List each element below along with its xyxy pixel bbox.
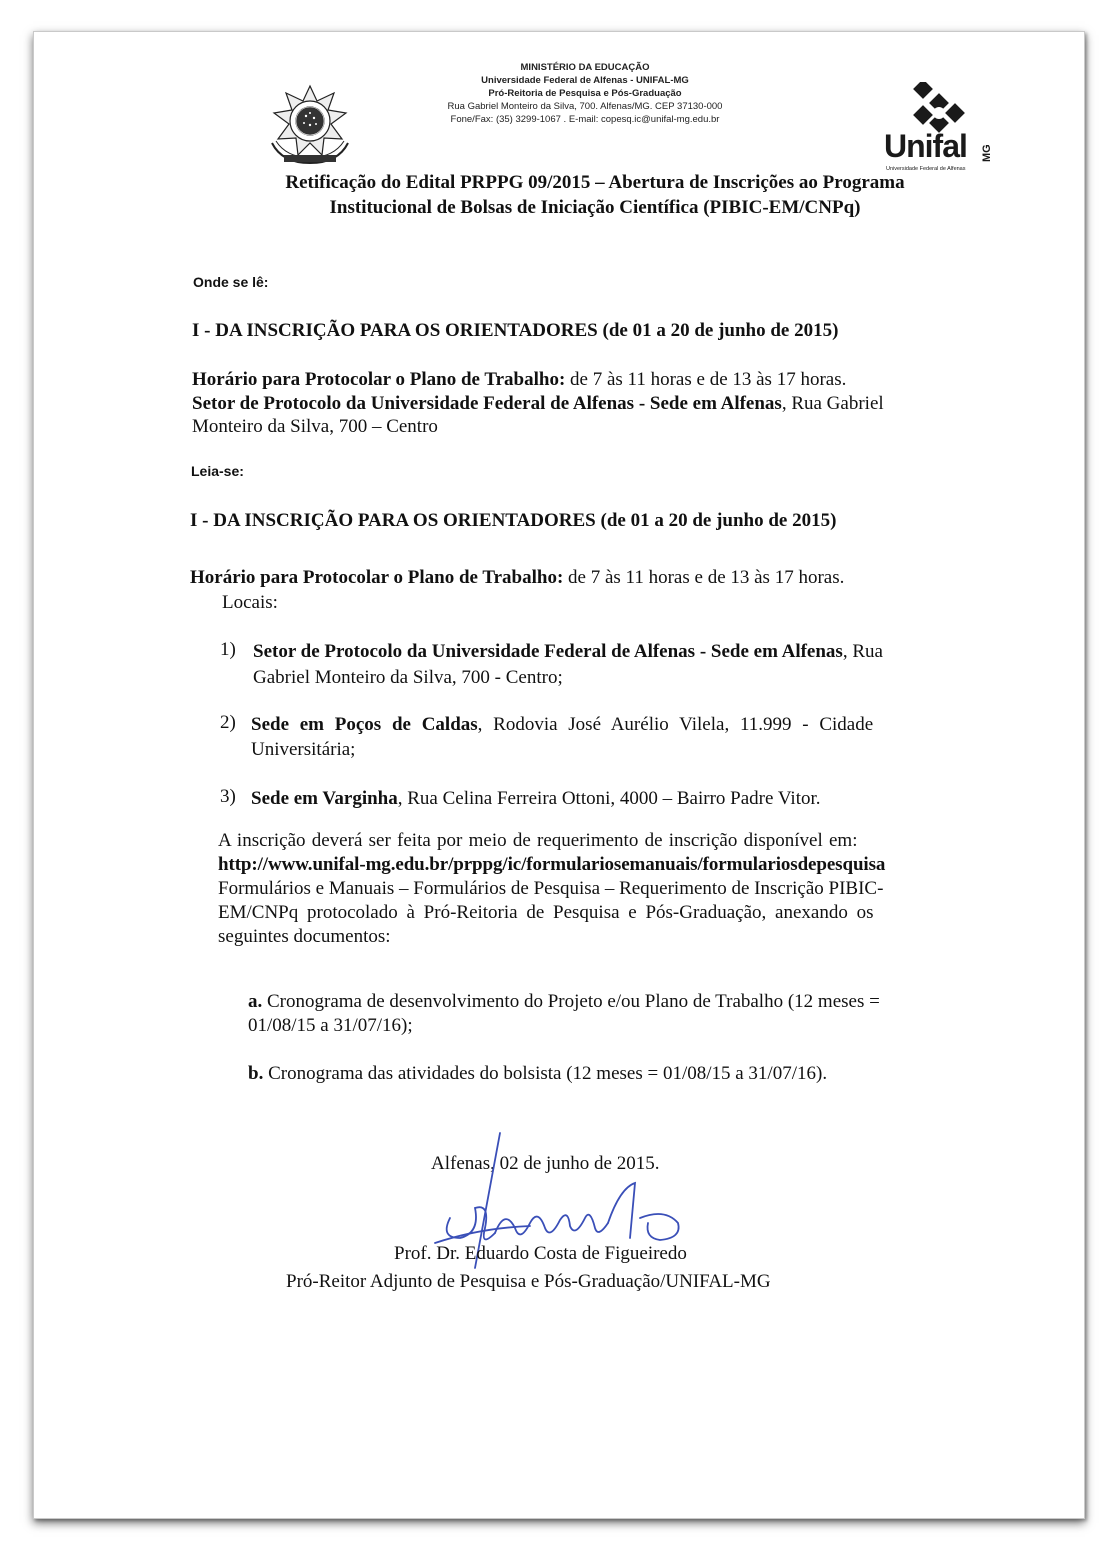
inscricao-url[interactable]: http://www.unifal-mg.edu.br/prppg/ic/formulariosemanuais/formulariosdepesquisa <box>218 854 886 875</box>
hours-text: de 7 às 11 horas e de 13 às 17 horas. <box>563 567 845 588</box>
place-date: Alfenas, 02 de junho de 2015. <box>431 1153 660 1174</box>
onde-se-le-heading: I - DA INSCRIÇÃO PARA OS ORIENTADORES (de 01 a 20 de junho de 2015) <box>192 320 839 341</box>
onde-se-le-hours <box>192 368 846 392</box>
location-item <box>253 640 993 664</box>
location-number: 1) <box>220 639 236 660</box>
location-item <box>251 713 991 737</box>
address: Rua Gabriel Monteiro da Silva, 700. Alfenas/MG. CEP 37130-000 <box>447 101 723 112</box>
document-text: Cronograma de desenvolvimento do Projeto e/ou Plano de Trabalho (12 meses = <box>262 991 880 1012</box>
location-name: Sede em Varginha <box>251 788 398 809</box>
dean-office-name: Pró-Reitoria de Pesquisa e Pós-Graduação <box>488 88 682 99</box>
signer-role: Pró-Reitor Adjunto de Pesquisa e Pós-Graduação/UNIFAL-MG <box>286 1271 771 1292</box>
inscricao-line-4: EM/CNPq protocolado à Pró-Reitoria de Pesquisa e Pós-Graduação, anexando os <box>218 902 874 923</box>
document-text: Cronograma das atividades do bolsista (12 meses = 01/08/15 a 31/07/16). <box>263 1063 828 1084</box>
title-line-1: Retificação do Edital PRPPG 09/2015 – Abertura de Inscrições ao Programa <box>285 172 905 193</box>
location-item <box>251 787 821 811</box>
location-address-line-2: Gabriel Monteiro da Silva, 700 - Centro; <box>253 667 563 688</box>
inscricao-line-1: A inscrição deverá ser feita por meio de requerimento de inscrição disponível em: <box>218 830 858 851</box>
location-address: , Rodovia José Aurélio Vilela, 11.999 - Cidade <box>477 714 874 735</box>
locais-label: Locais: <box>222 592 278 613</box>
logo-subtitle: Universidade Federal de Alfenas <box>886 166 966 172</box>
document-text-line-2: 01/08/15 a 31/07/16); <box>248 1015 413 1036</box>
document-page <box>33 31 1085 1519</box>
setor-text: , Rua Gabriel <box>781 393 884 414</box>
location-name: Sede em Poços de Caldas <box>251 714 478 735</box>
title-line-2: Institucional de Bolsas de Iniciação Científica (PIBIC-EM/CNPq) <box>329 197 861 218</box>
setor-label: Setor de Protocolo da Universidade Federal de Alfenas - Sede em Alfenas <box>192 393 782 414</box>
location-number: 3) <box>220 786 236 807</box>
location-name: Setor de Protocolo da Universidade Federal de Alfenas - Sede em Alfenas <box>253 641 843 662</box>
contact: Fone/Fax: (35) 3299-1067 . E-mail: copesq.ic@unifal-mg.edu.br <box>450 114 720 125</box>
document-letter: b. <box>248 1063 264 1084</box>
document-item <box>248 1062 827 1086</box>
inscricao-line-3: Formulários e Manuais – Formulários de Pesquisa – Requerimento de Inscrição PIBIC- <box>218 878 884 899</box>
leia-se-heading: I - DA INSCRIÇÃO PARA OS ORIENTADORES (de 01 a 20 de junho de 2015) <box>190 510 837 531</box>
setor-text-line-2: Monteiro da Silva, 700 – Centro <box>192 416 438 437</box>
location-address-line-2: Universitária; <box>251 739 356 760</box>
hours-label: Horário para Protocolar o Plano de Trabalho: <box>192 369 566 390</box>
brazil-coat-of-arms-icon <box>262 83 358 171</box>
inscricao-line-5: seguintes documentos: <box>218 926 391 947</box>
document-letter: a. <box>248 991 263 1012</box>
location-number: 2) <box>220 712 236 733</box>
leia-se-label: Leia-se: <box>191 463 244 479</box>
location-address: , Rua Celina Ferreira Ottoni, 4000 – Bairro Padre Vitor. <box>397 788 821 809</box>
onde-se-le-label: Onde se lê: <box>193 274 269 290</box>
location-address: , Rua <box>842 641 883 662</box>
unifal-logo <box>880 82 1000 174</box>
onde-se-le-setor <box>192 392 994 416</box>
logo-suffix: MG <box>981 144 993 162</box>
hours-text: de 7 às 11 horas e de 13 às 17 horas. <box>565 369 847 390</box>
document-item <box>248 990 880 1014</box>
logo-wordmark: Unifal <box>884 128 967 164</box>
letterhead <box>420 61 750 126</box>
document-title <box>200 170 990 220</box>
university-name: Universidade Federal de Alfenas - UNIFAL-MG <box>481 75 689 86</box>
leia-se-hours <box>190 566 844 590</box>
signer-name: Prof. Dr. Eduardo Costa de Figueiredo <box>394 1243 687 1264</box>
ministry-name: MINISTÉRIO DA EDUCAÇÃO <box>520 62 650 73</box>
hours-label: Horário para Protocolar o Plano de Trabalho: <box>190 567 564 588</box>
